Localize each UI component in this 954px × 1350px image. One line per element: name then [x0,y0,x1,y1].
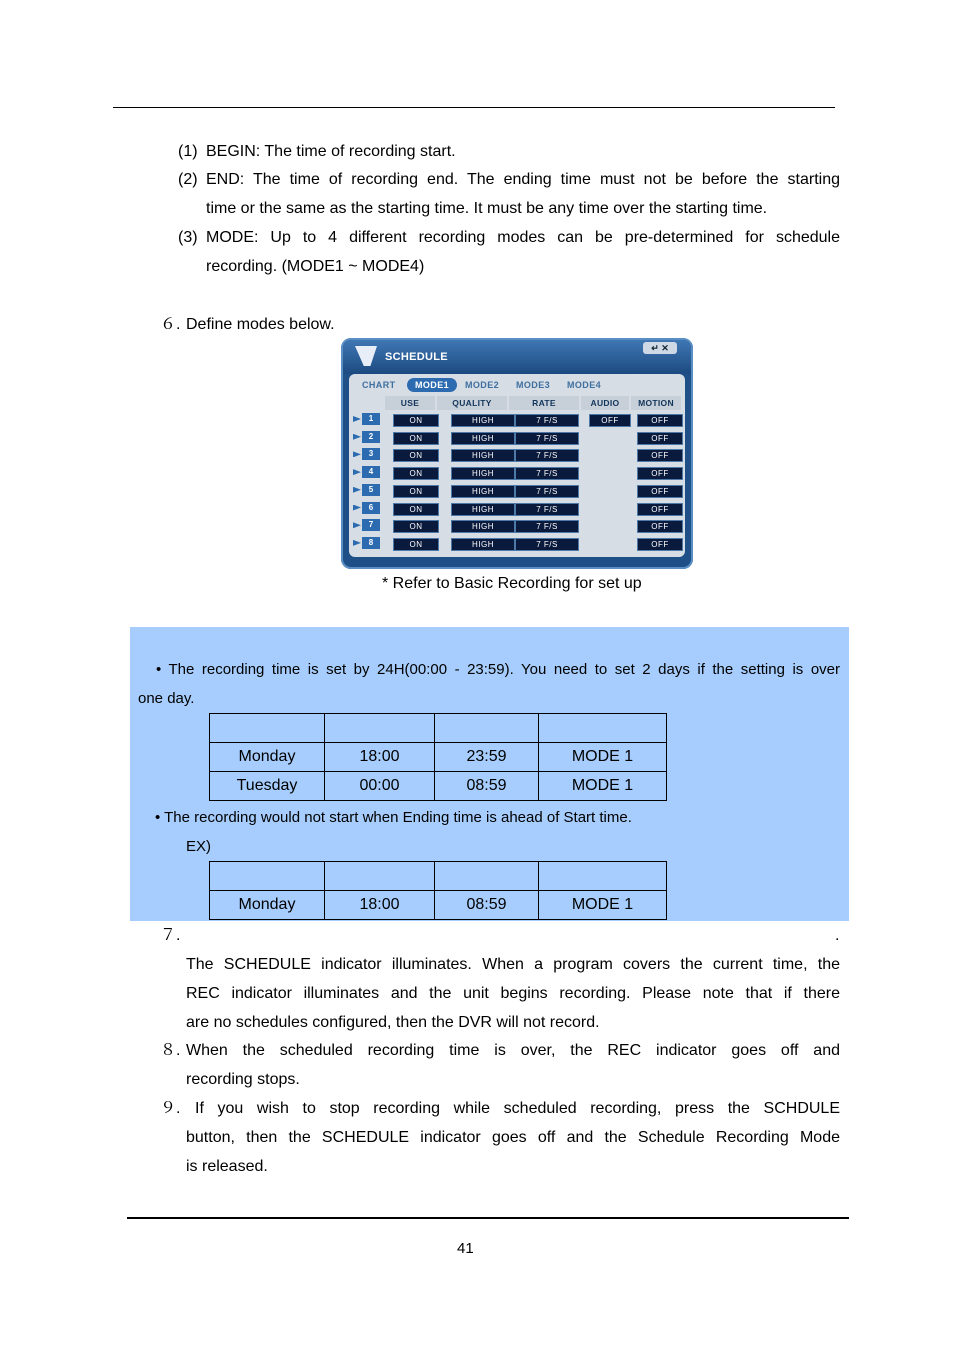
channel-label [353,448,381,460]
window-controls[interactable]: ↵ ✕ [643,342,677,354]
table-row [210,862,667,891]
channel-label [353,484,381,496]
channel-label [353,413,381,425]
motion-cell[interactable]: OFF [637,503,683,516]
example-table-1 [209,713,667,801]
item-1-number: (1) [178,143,198,160]
step-8-line1: When the scheduled recording time is over, the REC indicator goes off and [186,1042,840,1059]
channel-label [353,519,381,531]
channel-row [353,517,681,534]
logo-icon [355,346,377,366]
channel-row [353,429,681,446]
channel-number: 7 [362,519,380,531]
screen-title: SCHEDULE [385,351,448,363]
item-2-line2: time or the same as the starting time. It must be any time over the starting time. [206,200,768,217]
motion-cell[interactable]: OFF [637,432,683,445]
channel-label [353,502,381,514]
table-cell [325,714,435,743]
footer-rule [127,1217,849,1219]
step-9-number: ９. [160,1100,181,1117]
quality-cell[interactable]: HIGH [451,449,515,462]
quality-cell[interactable]: HIGH [451,538,515,551]
table-row [210,772,667,801]
channel-number: 6 [362,502,380,514]
channel-arrow-icon [353,522,361,528]
mode-panel [349,374,685,557]
tab-mode4[interactable]: MODE4 [567,380,602,390]
table-cell: MODE 1 [539,772,667,801]
motion-cell[interactable]: OFF [637,538,683,551]
tab-chart[interactable]: CHART [362,380,396,390]
channel-row [353,482,681,499]
audio-cell [589,538,631,551]
table-cell: 08:59 [435,891,539,920]
quality-cell[interactable]: HIGH [451,520,515,533]
channel-number: 5 [362,484,380,496]
tab-mode2[interactable]: MODE2 [465,380,500,390]
item-3-number: (3) [178,229,198,246]
item-1-text: BEGIN: The time of recording start. [206,143,456,160]
step-9-line2: button, then the SCHEDULE indicator goes off and the Schedule Recording Mode [186,1129,840,1146]
col-use: USE [385,396,435,410]
motion-cell[interactable]: OFF [637,414,683,427]
table-row [210,743,667,772]
note-bullet-2: • The recording would not start when Ending time is ahead of Start time. [155,809,632,826]
example-table-2 [209,861,667,920]
audio-cell [589,449,631,462]
table-cell [435,714,539,743]
channel-row [353,500,681,517]
table-cell: 18:00 [325,743,435,772]
table-cell [210,862,325,891]
header-rule [113,107,835,108]
table-cell: 00:00 [325,772,435,801]
item-2-number: (2) [178,171,198,188]
step-7-number: ７. [160,927,181,944]
channel-label [353,537,381,549]
motion-cell[interactable]: OFF [637,449,683,462]
audio-cell [589,432,631,445]
motion-cell[interactable]: OFF [637,520,683,533]
use-cell[interactable]: ON [393,414,439,427]
table-cell: 18:00 [325,891,435,920]
step-9-line3: is released. [186,1158,268,1175]
screenshot-caption: * Refer to Basic Recording for set up [382,575,642,592]
audio-cell [589,520,631,533]
step-7-trail: . [835,927,840,944]
note-bullet-1-line2: one day. [138,690,195,707]
audio-cell [589,503,631,516]
rate-cell[interactable]: 7 F/S [515,485,579,498]
step-8-line2: recording stops. [186,1071,300,1088]
channel-number: 1 [362,413,380,425]
step-6-text: Define modes below. [186,316,335,333]
tab-mode1[interactable]: MODE1 [407,378,457,392]
quality-cell[interactable]: HIGH [451,432,515,445]
rate-cell[interactable]: 7 F/S [515,449,579,462]
note-bullet-1-line1: • The recording time is set by 24H(00:00 - 23:59). You need to set 2 days if the setting is over [156,661,840,678]
channel-row [353,446,681,463]
quality-cell[interactable]: HIGH [451,467,515,480]
step-8-number: ８. [160,1042,181,1059]
table-cell [325,862,435,891]
use-cell[interactable]: ON [393,467,439,480]
table-row [210,714,667,743]
use-cell[interactable]: ON [393,449,439,462]
motion-cell[interactable]: OFF [637,467,683,480]
channel-arrow-icon [353,416,361,422]
col-audio: AUDIO [581,396,629,410]
item-2-line1: END: The time of recording end. The ending time must not be before the starting [206,171,840,188]
table-cell [210,714,325,743]
table-cell: MODE 1 [539,743,667,772]
use-cell[interactable]: ON [393,520,439,533]
channel-label [353,466,381,478]
table-row [210,891,667,920]
screen-title-bar [343,340,691,374]
step-6-number: ６. [160,316,181,333]
quality-cell[interactable]: HIGH [451,503,515,516]
tab-mode3[interactable]: MODE3 [516,380,551,390]
table-cell: Monday [210,891,325,920]
channel-row [353,464,681,481]
table-cell [539,714,667,743]
schedule-screenshot [341,338,693,569]
use-cell[interactable]: ON [393,503,439,516]
channel-row [353,411,681,428]
rate-cell[interactable]: 7 F/S [515,538,579,551]
step-7-line2: REC indicator illuminates and the unit begins recording. Please note that if there [186,985,840,1002]
item-3-line1: MODE: Up to 4 different recording modes can be pre-determined for schedule [206,229,840,246]
note-ex-label: EX) [186,838,212,855]
audio-cell [589,467,631,480]
use-cell[interactable]: ON [393,538,439,551]
page-number: 41 [457,1240,474,1257]
rate-cell[interactable]: 7 F/S [515,414,579,427]
audio-cell [589,485,631,498]
channel-arrow-icon [353,469,361,475]
step-7-line3: are no schedules configured, then the DVR will not record. [186,1014,600,1031]
use-cell[interactable]: ON [393,432,439,445]
rate-cell[interactable]: 7 F/S [515,467,579,480]
rate-cell[interactable]: 7 F/S [515,503,579,516]
table-cell [435,862,539,891]
step-9-line1: If you wish to stop recording while scheduled recording, press the SCHDULE [195,1100,840,1117]
channel-label [353,431,381,443]
channel-arrow-icon [353,451,361,457]
rate-cell[interactable]: 7 F/S [515,432,579,445]
use-cell[interactable]: ON [393,485,439,498]
channel-number: 3 [362,448,380,460]
rate-cell[interactable]: 7 F/S [515,520,579,533]
table-cell: 23:59 [435,743,539,772]
table-cell: 08:59 [435,772,539,801]
channel-arrow-icon [353,487,361,493]
channel-row [353,535,681,552]
table-cell: Monday [210,743,325,772]
item-3-line2: recording. (MODE1 ~ MODE4) [206,258,425,275]
step-7-line1: The SCHEDULE indicator illuminates. When a program covers the current time, the [186,956,840,973]
table-cell: MODE 1 [539,891,667,920]
channel-number: 8 [362,537,380,549]
col-quality: QUALITY [437,396,507,410]
quality-cell[interactable]: HIGH [451,414,515,427]
channel-arrow-icon [353,434,361,440]
motion-cell[interactable]: OFF [637,485,683,498]
audio-cell[interactable]: OFF [589,414,631,427]
col-rate: RATE [509,396,579,410]
table-cell: Tuesday [210,772,325,801]
col-motion: MOTION [631,396,681,410]
quality-cell[interactable]: HIGH [451,485,515,498]
channel-number: 2 [362,431,380,443]
table-cell [539,862,667,891]
channel-arrow-icon [353,540,361,546]
channel-number: 4 [362,466,380,478]
channel-arrow-icon [353,505,361,511]
